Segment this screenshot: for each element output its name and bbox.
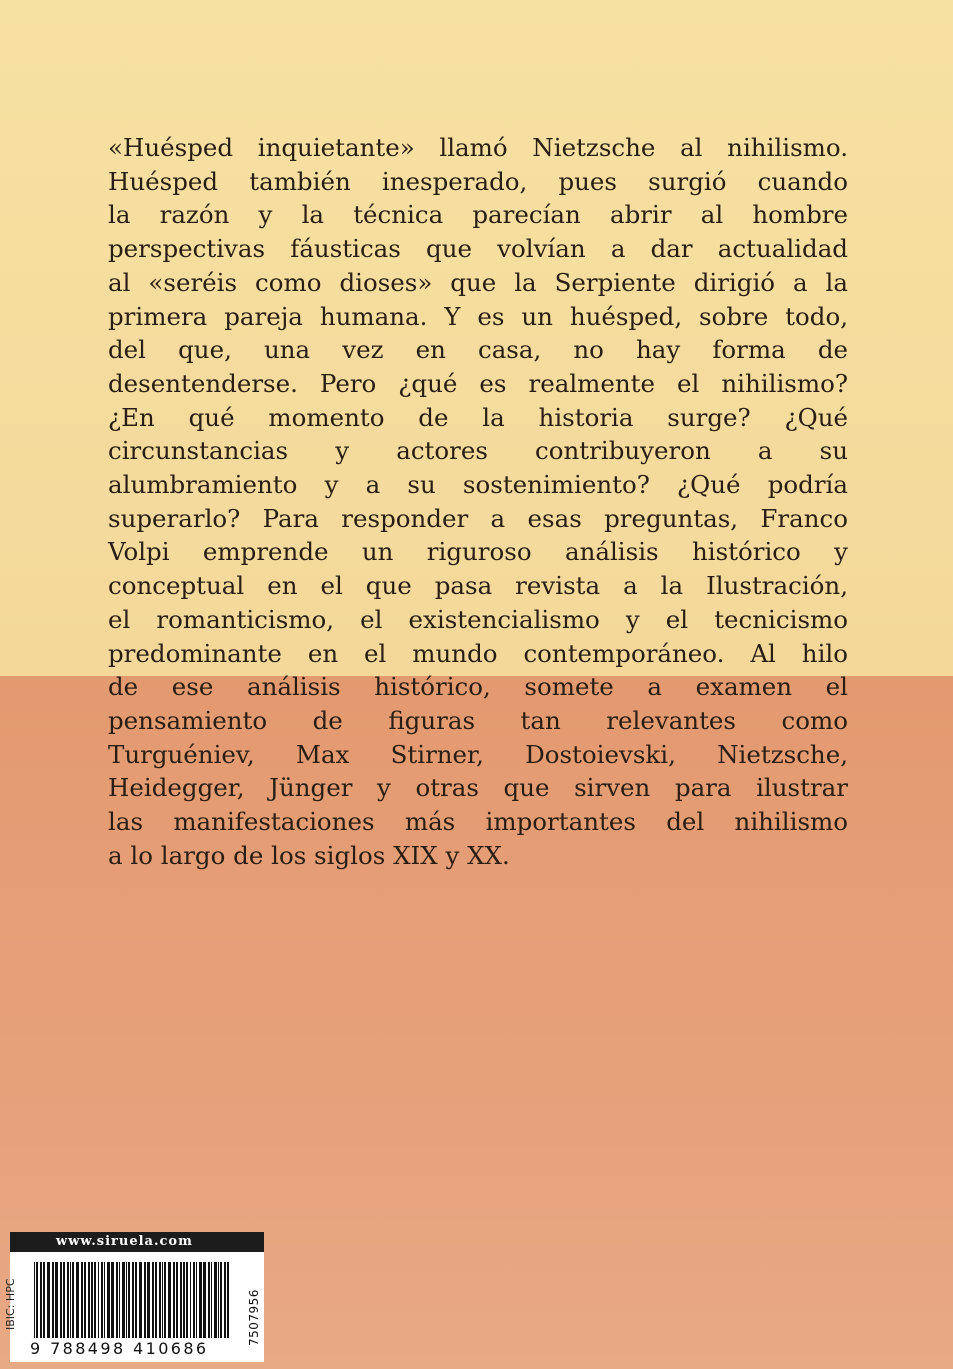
- blurb-line: conceptual en el que pasa revista a la Ilustración,: [108, 571, 848, 601]
- barcode-bar: [203, 1262, 206, 1338]
- barcode-bar: [34, 1262, 35, 1338]
- ibic-code: IBIC: HPC: [4, 1278, 17, 1330]
- barcode-bar: [63, 1262, 65, 1338]
- barcode-bar: [98, 1262, 99, 1338]
- barcode-bar: [104, 1262, 105, 1338]
- barcode-bar: [40, 1262, 42, 1338]
- barcode-bar: [76, 1262, 79, 1338]
- barcode-bar: [168, 1262, 171, 1338]
- barcode-bar: [119, 1262, 120, 1338]
- blurb-line: «Huésped inquietante» llamó Nietzsche al nihilismo.: [108, 133, 848, 162]
- blurb-line: circunstancias y actores contribuyeron a su: [108, 436, 848, 466]
- barcode-bar: [196, 1262, 197, 1338]
- barcode-bar: [101, 1262, 103, 1338]
- barcode-bar: [224, 1262, 226, 1338]
- barcode-bar: [208, 1262, 210, 1338]
- barcode-bar: [91, 1262, 93, 1338]
- barcode-bar: [220, 1262, 222, 1338]
- blurb-line: predominante en el mundo contemporáneo. Al hilo: [108, 638, 848, 668]
- barcode-bar: [227, 1262, 229, 1338]
- blurb-line: ¿En qué momento de la historia surge? ¿Qué: [108, 402, 848, 432]
- barcode-bar: [144, 1262, 146, 1338]
- barcode-bar: [214, 1262, 217, 1338]
- blurb-line: al «seréis como dioses» que la Serpiente dirigió a la: [108, 267, 848, 297]
- blurb-line: Volpi emprende un riguroso análisis histórico y: [108, 537, 848, 567]
- barcode-bar: [126, 1262, 127, 1338]
- blurb-line: Huésped también inesperado, pues surgió cuando: [108, 166, 848, 196]
- barcode-bar: [211, 1262, 212, 1338]
- barcode-bar: [60, 1262, 62, 1338]
- barcode-bar: [94, 1262, 96, 1338]
- barcode-bar: [36, 1262, 38, 1338]
- barcode-bar: [67, 1262, 69, 1338]
- barcode-bar: [162, 1262, 163, 1338]
- barcode-addon-number: 7507956: [247, 1289, 261, 1346]
- barcode-bar: [186, 1262, 188, 1338]
- barcode-bar: [70, 1262, 71, 1338]
- barcode-bar: [43, 1262, 45, 1338]
- barcode-bar: [128, 1262, 130, 1338]
- barcode-bar: [176, 1262, 178, 1338]
- blurb-line: el romanticismo, el existencialismo y el tecnicismo: [108, 604, 848, 634]
- blurb-line: la razón y la técnica parecían abrir al hombre: [108, 200, 848, 230]
- barcode-bar: [139, 1262, 142, 1338]
- barcode-bar: [72, 1262, 74, 1338]
- blurb-line: primera pareja humana. Y es un huésped, sobre todo,: [108, 301, 848, 331]
- barcode-bar: [193, 1262, 195, 1338]
- barcode-bar: [122, 1262, 125, 1338]
- barcode-bar: [199, 1262, 202, 1338]
- blurb-line: desentenderse. Pero ¿qué es realmente el nihilismo?: [108, 368, 848, 398]
- barcode-bar: [84, 1262, 86, 1338]
- blurb-line: del que, una vez en casa, no hay forma de: [108, 335, 848, 365]
- isbn-barcode: [32, 1262, 232, 1338]
- blurb-line: superarlo? Para responder a esas preguntas, Franco: [108, 503, 848, 533]
- barcode-bar: [52, 1262, 54, 1338]
- barcode-bar: [55, 1262, 58, 1338]
- barcode-bar: [111, 1262, 114, 1338]
- barcode-bar: [107, 1262, 110, 1338]
- barcode-bar: [159, 1262, 161, 1338]
- blurb-line: a lo largo de los siglos XIX y XX.: [108, 840, 510, 870]
- barcode-bar: [164, 1262, 166, 1338]
- blurb-line: Turguéniev, Max Stirner, Dostoievski, Nietzsche,: [108, 739, 848, 769]
- barcode-bar: [132, 1262, 134, 1338]
- barcode-bar: [88, 1262, 90, 1338]
- barcode-bar: [147, 1262, 150, 1338]
- barcode-bar: [190, 1262, 191, 1338]
- publisher-website: www.siruela.com: [10, 1232, 264, 1252]
- blurb-line: alumbramiento y a su sostenimiento? ¿Qué podría: [108, 470, 848, 500]
- barcode-bar: [47, 1262, 50, 1338]
- isbn-number: 9 788498 410686: [30, 1339, 209, 1358]
- blurb-line: perspectivas fáusticas que volvían a dar actualidad: [108, 234, 848, 264]
- blurb-text: [108, 131, 848, 872]
- barcode-bar: [180, 1262, 182, 1338]
- barcode-bar: [155, 1262, 157, 1338]
- blurb-line: Heidegger, Jünger y otras que sirven para ilustrar: [108, 773, 848, 803]
- barcode-bar: [135, 1262, 137, 1338]
- blurb-line: pensamiento de figuras tan relevantes como: [108, 705, 848, 735]
- barcode-bar: [81, 1262, 83, 1338]
- barcode-bar: [152, 1262, 154, 1338]
- blurb-line: de ese análisis histórico, somete a examen el: [108, 672, 848, 702]
- barcode-bar: [183, 1262, 185, 1338]
- barcode-bar: [173, 1262, 175, 1338]
- blurb-line: las manifestaciones más importantes del nihilismo: [108, 807, 848, 837]
- barcode-bar: [218, 1262, 219, 1338]
- barcode-bar: [116, 1262, 118, 1338]
